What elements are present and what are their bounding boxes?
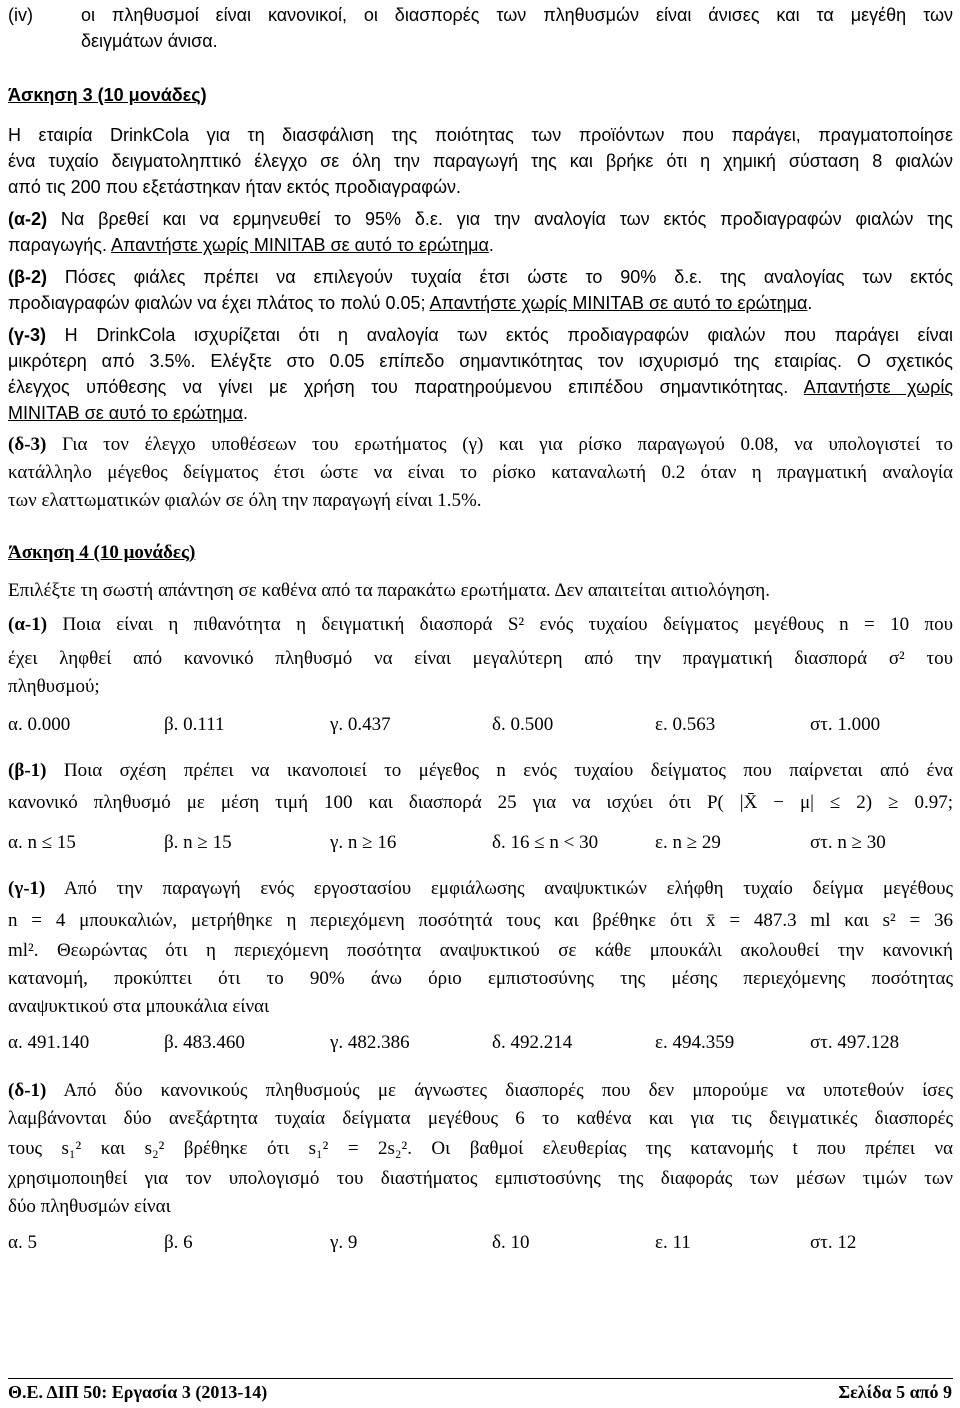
option-a: α. 491.140 bbox=[8, 1032, 90, 1053]
question-g3-line-4: MINITAB σε αυτό το ερώτημα. bbox=[8, 403, 249, 423]
question-a1-label: (α-1) bbox=[8, 614, 48, 635]
option-d: δ. 16 ≤ n < 30 bbox=[492, 832, 599, 853]
option-g: γ. 0.437 bbox=[330, 714, 391, 735]
question-a2-line-2: παραγωγής. Απαντήστε χωρίς MINITAB σε αυτό το ερώτημα. bbox=[8, 235, 494, 255]
option-a: α. 5 bbox=[8, 1232, 37, 1253]
option-b: β. 483.460 bbox=[164, 1032, 245, 1053]
question-a1-text-1: Ποια είναι η πιθανότητα η δειγματική διασπορά S² ενός τυχαίου δείγματος μεγέθους n = 10 που bbox=[62, 614, 953, 635]
question-b2-line-2: προδιαγραφών φιαλών να έχει πλάτος το πολύ 0.05; Απαντήστε χωρίς MINITAB σε αυτό το ερώτημα. bbox=[8, 293, 813, 313]
condition-iv bbox=[8, 2, 953, 58]
exercise-3-intro-line-2: ένα τυχαίο δειγματοληπτικό έλεγχο σε όλη την παραγωγή της και βρήκε ότι η χημική σύσταση 8 φιαλών bbox=[8, 151, 953, 171]
question-g3-text-2: μικρότερη από 3.5%. Ελέγξτε στο 0.05 επίπεδο σημαντικότητας τον ισχυρισμό της εταιρίας. bbox=[8, 351, 842, 371]
condition-iv-line-2: δειγμάτων άνισα. bbox=[81, 31, 218, 51]
option-b: β. 6 bbox=[164, 1232, 193, 1253]
question-b1-text-1: Ποια σχέση πρέπει να ικανοποιεί το μέγεθος n ενός τυχαίου δείγματος που παίρνεται από ένα bbox=[63, 760, 954, 781]
question-g1-line-2: n = 4 μπουκαλιών, μετρήθηκε η περιεχόμενη ποσότητά τους και βρέθηκε ότι x̄ = 487.3 ml και s² = 36 bbox=[8, 910, 953, 931]
question-g3-line-3 bbox=[8, 374, 953, 400]
question-a2-no-minitab: Απαντήστε χωρίς MINITAB σε αυτό το ερώτημα bbox=[110, 235, 489, 255]
condition-iv-label: (iv) bbox=[8, 5, 33, 25]
question-g3-label: (γ-3) bbox=[8, 325, 47, 345]
footer-course: Θ.Ε. ΔΙΠ 50: Εργασία 3 (2013-14) bbox=[8, 1382, 268, 1402]
question-a2-line-1 bbox=[8, 206, 953, 232]
question-b2-label: (β-2) bbox=[8, 267, 47, 287]
option-a: α. 0.000 bbox=[8, 714, 71, 735]
exercise-4-heading: Άσκηση 4 (10 μονάδες) bbox=[8, 542, 196, 563]
question-a1-line-2: έχει ληφθεί από κανονικό πληθυσμό να είναι μεγαλύτερη από την πραγματική διασπορά σ² του bbox=[8, 648, 953, 669]
footer-divider bbox=[8, 1378, 953, 1379]
question-g3-no-minitab-2: MINITAB σε αυτό το ερώτημα bbox=[8, 403, 244, 423]
question-a1-line-3: πληθυσμού; bbox=[8, 676, 100, 697]
option-g: γ. 9 bbox=[330, 1232, 358, 1253]
question-a1-options bbox=[8, 712, 953, 738]
question-d1-line-5: δύο πληθυσμών είναι bbox=[8, 1196, 171, 1217]
option-d: δ. 0.500 bbox=[492, 714, 554, 735]
question-d1-line-4: χρησιμοποιηθεί για τον υπολογισμό του διαστήματος εμπιστοσύνης της διαφοράς των μέσων τιμών των bbox=[8, 1168, 953, 1189]
question-g1-line-1 bbox=[8, 876, 953, 902]
question-b2-text-2: προδιαγραφών φιαλών να έχει πλάτος το πολύ 0.05; bbox=[8, 293, 426, 313]
question-b2-text-1: Πόσες φιάλες πρέπει να επιλεγούν τυχαία έτσι ώστε το 90% δ.ε. της αναλογίας των εκτός bbox=[64, 267, 953, 287]
exercise-3-intro-line-1: Η εταιρία DrinkCola για τη διασφάλιση της ποιότητας των προϊόντων που παράγει, πραγματοποίησε bbox=[8, 125, 953, 145]
option-b: β. n ≥ 15 bbox=[164, 832, 232, 853]
option-st: στ. 1.000 bbox=[810, 714, 881, 735]
footer-page-number: Σελίδα 5 από 9 bbox=[838, 1382, 952, 1402]
option-b: β. 0.111 bbox=[164, 714, 225, 735]
question-g1-label: (γ-1) bbox=[8, 878, 46, 899]
option-e: ε. n ≥ 29 bbox=[655, 832, 721, 853]
option-e: ε. 11 bbox=[655, 1232, 691, 1253]
question-d1-label: (δ-1) bbox=[8, 1080, 47, 1101]
condition-iv-line-1: οι πληθυσμοί είναι κανονικοί, οι διασπορές των πληθυσμών είναι άνισες και τα μεγέθη των bbox=[81, 5, 953, 25]
question-d1-line-1 bbox=[8, 1078, 953, 1104]
question-a2-label: (α-2) bbox=[8, 209, 48, 229]
question-d3-line-1 bbox=[8, 432, 953, 458]
option-d: δ. 10 bbox=[492, 1232, 530, 1253]
question-g3-line-2 bbox=[8, 348, 953, 374]
question-a2-text-1: Να βρεθεί και να ερμηνευθεί το 95% δ.ε. για την αναλογία των εκτός προδιαγραφών φιαλών της bbox=[60, 209, 953, 229]
question-a1-line-1 bbox=[8, 612, 953, 638]
exercise-3-heading: Άσκηση 3 (10 μονάδες) bbox=[8, 85, 207, 105]
exercise-4-instructions: Επιλέξτε τη σωστή απάντηση σε καθένα από τα παρακάτω ερωτήματα. Δεν απαιτείται αιτιολόγηση. bbox=[8, 580, 770, 601]
question-b1-line-1 bbox=[8, 758, 953, 784]
question-d1-line-2: λαμβάνονται δύο ανεξάρτητα τυχαία δείγματα μεγέθους 6 το καθένα και για τις δειγματικές διασπορές bbox=[8, 1108, 953, 1129]
question-d3-text-1: Για τον έλεγχο υποθέσεων του ερωτήματος (γ) και για ρίσκο παραγωγού 0.08, να υπολογιστεί το bbox=[62, 434, 953, 455]
option-e: ε. 0.563 bbox=[655, 714, 716, 735]
question-g3-text-2b: Ο σχετικός bbox=[856, 351, 953, 371]
question-a2-text-2: παραγωγής. bbox=[8, 235, 107, 255]
question-d1-line-3: τους s₁² και s₂² βρέθηκε ότι s₁² = 2s₂². Οι βαθμοί ελευθερίας της κατανομής t που πρέπει να bbox=[8, 1138, 953, 1159]
question-d3-line-3: των ελαττωματικών φιαλών σε όλη την παραγωγή είναι 1.5%. bbox=[8, 490, 482, 511]
question-g3-text-1: Η DrinkCola ισχυρίζεται ότι η αναλογία των εκτός προδιαγραφών φιαλών που παράγει είναι bbox=[64, 325, 953, 345]
question-d3-label: (δ-3) bbox=[8, 434, 47, 455]
question-g1-line-4: κατανομή, προκύπτει ότι το 90% άνω όριο εμπιστοσύνης της μέσης περιεχόμενης ποσότητας bbox=[8, 968, 953, 989]
question-g1-line-5: αναψυκτικού στα μπουκάλια είναι bbox=[8, 996, 270, 1017]
question-g3-line-1 bbox=[8, 322, 953, 348]
question-d1-text-1: Από δύο κανονικούς πληθυσμούς με άγνωστες διασπορές που δεν μπορούμε να υποτεθούν ίσες bbox=[63, 1080, 953, 1101]
option-g: γ. 482.386 bbox=[330, 1032, 410, 1053]
option-e: ε. 494.359 bbox=[655, 1032, 735, 1053]
question-b2-line-1 bbox=[8, 264, 953, 290]
option-d: δ. 492.214 bbox=[492, 1032, 573, 1053]
question-b1-label: (β-1) bbox=[8, 760, 47, 781]
question-g1-options bbox=[8, 1030, 953, 1056]
option-a: α. n ≤ 15 bbox=[8, 832, 76, 853]
option-g: γ. n ≥ 16 bbox=[330, 832, 397, 853]
exercise-3-intro-line-3: από τις 200 που εξετάστηκαν ήταν εκτός προδιαγραφών. bbox=[8, 177, 462, 197]
question-g3-text-3: έλεγχος υπόθεσης να γίνει με χρήση του παρατηρούμενου επιπέδου σημαντικότητας. bbox=[8, 377, 789, 397]
option-st: στ. n ≥ 30 bbox=[810, 832, 886, 853]
question-b1-line-2: κανονικό πληθυσμό με μέση τιμή 100 και διασπορά 25 για να ισχύει ότι P( |X̄ − μ| ≤ 2) ≥ 0.97; bbox=[8, 792, 953, 813]
question-g1-line-3: ml². Θεωρώντας ότι η περιεχόμενη ποσότητα αναψυκτικού σε κάθε μπουκάλι ακολουθεί την κανονική bbox=[8, 940, 953, 961]
question-g3-no-minitab-1: Απαντήστε χωρίς bbox=[803, 377, 953, 397]
option-st: στ. 12 bbox=[810, 1232, 857, 1253]
question-d3-line-2: κατάλληλο μέγεθος δείγματος έτσι ώστε να είναι το ρίσκο καταναλωτή 0.2 όταν η πραγματική αναλογία bbox=[8, 462, 953, 483]
question-d1-options bbox=[8, 1230, 953, 1256]
question-g1-text-1: Από την παραγωγή ενός εργοστασίου εμφιάλωσης αναψυκτικών ελήφθη τυχαίο δείγμα μεγέθους bbox=[64, 878, 954, 899]
question-b2-no-minitab: Απαντήστε χωρίς MINITAB σε αυτό το ερώτημα bbox=[429, 293, 808, 313]
option-st: στ. 497.128 bbox=[810, 1032, 900, 1053]
question-b1-options bbox=[8, 830, 953, 856]
